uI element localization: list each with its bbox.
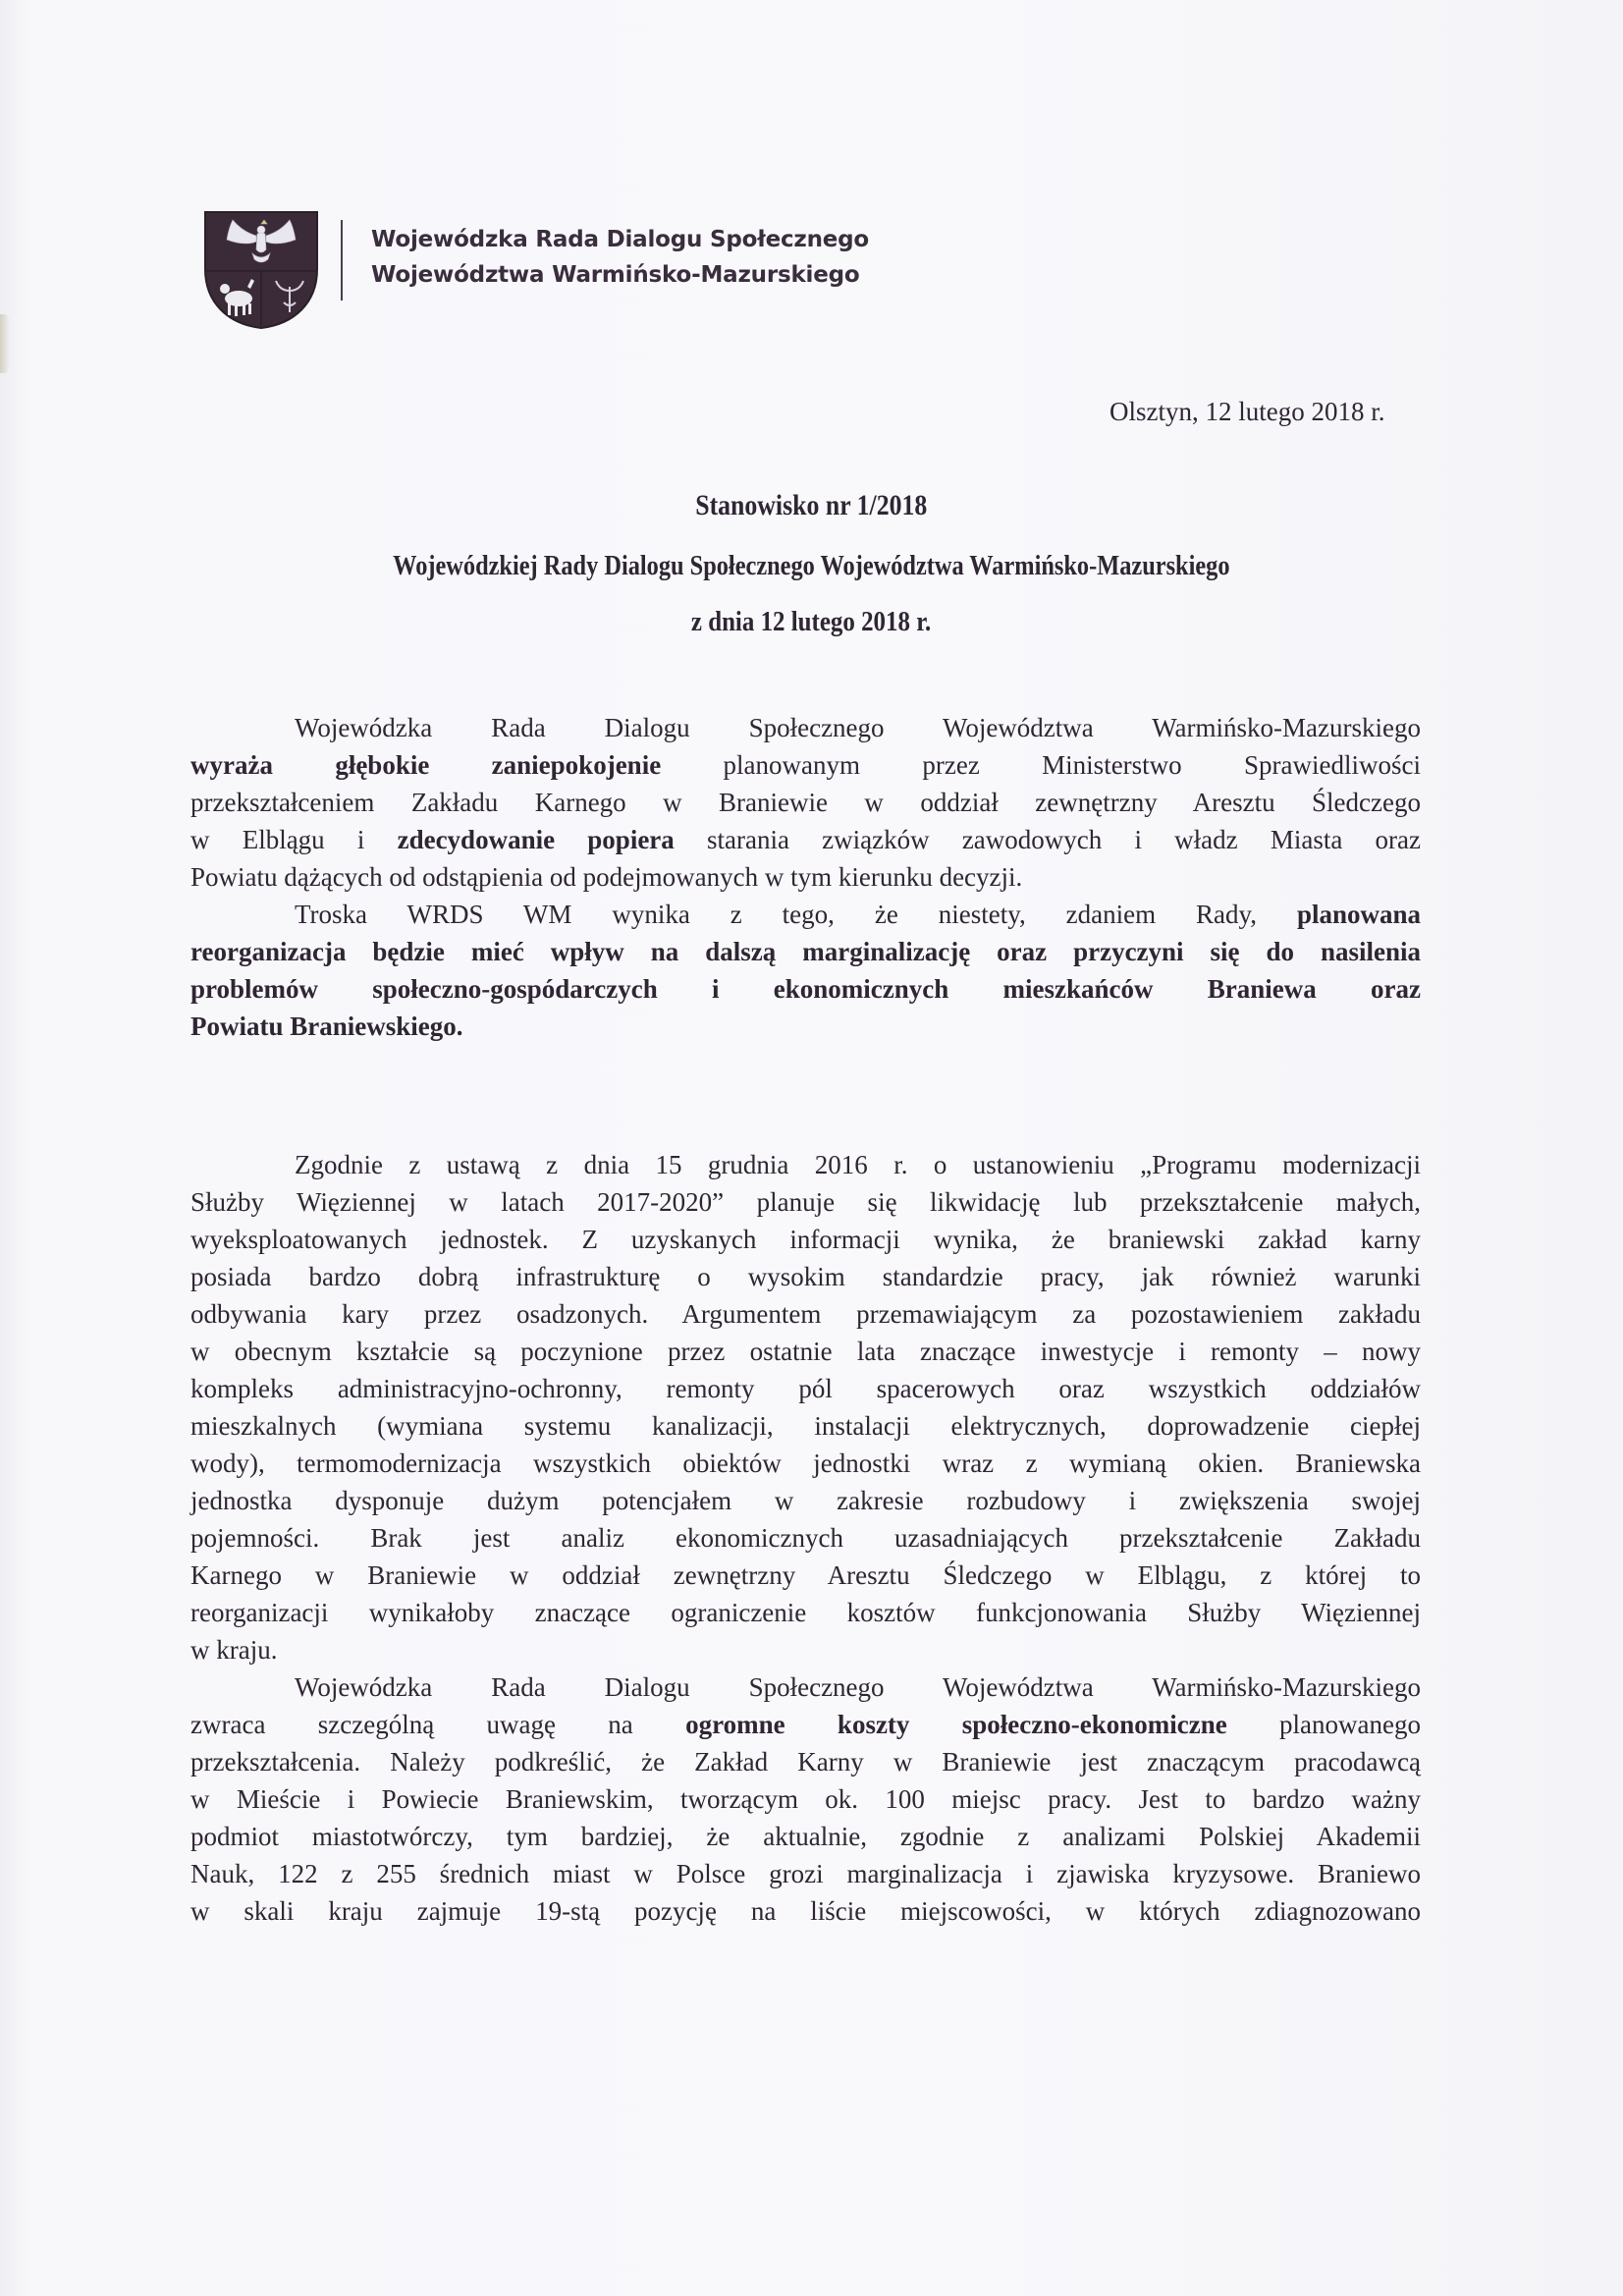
bold-text-run: problemów społeczno-gospódarczych i ekonomicznych mieszkańców Braniewa oraz: [190, 974, 1421, 1004]
bold-text-run: zdecydowanie popiera: [397, 825, 675, 854]
text-run: Wojewódzka Rada Dialogu Społecznego Województwa Warmińsko-Mazurskiego: [295, 1672, 1421, 1702]
text-line: [190, 1221, 1421, 1258]
text-line: [190, 1594, 1421, 1631]
text-line: [190, 1482, 1421, 1519]
text-run: pojemności. Brak jest analiz ekonomicznych uzasadniających przekształcenie Zakładu: [190, 1523, 1421, 1553]
text-line: [190, 1668, 1421, 1706]
text-line: [190, 1183, 1421, 1221]
text-line: [190, 709, 1421, 746]
text-run: Służby Więziennej w latach 2017-2020” planuje się likwidację lub przekształcenie małych,: [190, 1187, 1421, 1217]
text-line: [190, 1519, 1421, 1557]
text-run: mieszkalnych (wymiana systemu kanalizacji, instalacji elektrycznych, doprowadzenie ciepłej: [190, 1411, 1421, 1441]
text-run: posiada bardzo dobrą infrastrukturę o wysokim standardzie pracy, jak również warunki: [190, 1262, 1421, 1291]
organization-name-line-1: Wojewódzka Rada Dialogu Społecznego: [371, 227, 870, 252]
document-date: Olsztyn, 12 lutego 2018 r.: [1109, 397, 1385, 426]
text-run: w obecnym kształcie są poczynione przez ostatnie lata znaczące inwestycje i remonty – nowy: [190, 1337, 1421, 1366]
text-run: Wojewódzka Rada Dialogu Społecznego Województwa Warmińsko-Mazurskiego: [295, 713, 1421, 742]
text-line: [190, 1407, 1421, 1445]
text-run: Powiatu dążących od odstąpienia od podejmowanych w tym kierunku decyzji.: [190, 862, 1023, 892]
text-line: [190, 1295, 1421, 1333]
paragraph-4: [190, 1668, 1421, 1930]
coat-of-arms-icon: [203, 210, 319, 330]
text-run: Zgodnie z ustawą z dnia 15 grudnia 2016 r. o ustanowieniu „Programu modernizacji: [295, 1150, 1421, 1179]
organization-name: [371, 222, 869, 293]
text-line: [190, 1333, 1421, 1370]
text-run: przekształcenia. Należy podkreślić, że Zakład Karny w Braniewie jest znaczącym pracodawcą: [190, 1747, 1421, 1777]
bold-text-run: ogromne koszty społeczno-ekonomiczne: [685, 1710, 1227, 1739]
text-line: [190, 1706, 1421, 1743]
bold-text-run: wyraża głębokie zaniepokojenie: [190, 750, 662, 780]
paragraph-2: [190, 896, 1421, 1045]
text-line: [190, 1855, 1421, 1892]
text-line: [190, 1258, 1421, 1295]
text-line: [190, 1780, 1421, 1818]
text-line: [190, 746, 1421, 784]
text-line: [190, 1557, 1421, 1594]
bold-text-run: planowana: [1296, 900, 1421, 929]
text-line: [190, 1892, 1421, 1930]
title-line-1: Stanowisko nr 1/2018: [695, 489, 928, 521]
scan-edge-mark: [0, 314, 10, 373]
title-line-3: z dnia 12 lutego 2018 r.: [691, 606, 932, 637]
header-divider: [341, 220, 343, 301]
text-line: [190, 1743, 1421, 1780]
text-line: [190, 821, 1421, 858]
text-run: jednostka dysponuje dużym potencjałem w zakresie rozbudowy i zwiększenia swojej: [190, 1486, 1421, 1515]
text-run: reorganizacji wynikałoby znaczące ograniczenie kosztów funkcjonowania Służby Więziennej: [190, 1598, 1421, 1627]
text-run: zwraca szczególną uwagę na: [190, 1710, 686, 1739]
document-title: [0, 489, 1623, 522]
text-run: Karnego w Braniewie w oddział zewnętrzny Aresztu Śledczego w Elblągu, z której to: [190, 1560, 1421, 1590]
text-line: [190, 784, 1421, 821]
title-line-2: Wojewódzkiej Rady Dialogu Społecznego Województwa Warmińsko-Mazurskiego: [393, 550, 1230, 581]
text-line: [190, 1146, 1421, 1183]
text-line: [190, 1008, 1421, 1045]
text-run: w kraju.: [190, 1635, 278, 1665]
paragraph-3: [190, 1146, 1421, 1668]
text-run: planowanym przez Ministerstwo Sprawiedliwości: [661, 750, 1421, 780]
bold-text-run: reorganizacja będzie mieć wpływ na dalszą marginalizację oraz przyczyni się do nasilenia: [190, 937, 1421, 966]
text-line: [190, 1631, 1421, 1668]
text-line: [190, 1445, 1421, 1482]
text-line: [190, 933, 1421, 970]
text-line: [190, 1818, 1421, 1855]
text-run: odbywania kary przez osadzonych. Argumentem przemawiającym za pozostawieniem zakładu: [190, 1299, 1421, 1329]
organization-name-line-2: Województwa Warmińsko-Mazurskiego: [371, 262, 860, 288]
bold-text-run: Powiatu Braniewskiego.: [190, 1011, 463, 1041]
text-run: wody), termomodernizacja wszystkich obiektów jednostki wraz z wymianą okien. Braniewska: [190, 1449, 1421, 1478]
text-run: Troska WRDS WM wynika z tego, że niestety, zdaniem Rady,: [295, 900, 1297, 929]
text-line: [190, 970, 1421, 1008]
document-issue-date: [0, 606, 1623, 638]
text-run: Nauk, 122 z 255 średnich miast w Polsce grozi marginalizacja i zjawiska kryzysowe. Braniewo: [190, 1859, 1421, 1888]
paragraph-1: [190, 709, 1421, 896]
text-run: w Elblągu i: [190, 825, 398, 854]
text-line: [190, 896, 1421, 933]
text-run: starania związków zawodowych i władz Miasta oraz: [674, 825, 1421, 854]
text-run: w skali kraju zajmuje 19-stą pozycję na liście miejscowości, w których zdiagnozowano: [190, 1896, 1421, 1926]
text-run: podmiot miastotwórczy, tym bardziej, że aktualnie, zgodnie z analizami Polskiej Akademii: [190, 1822, 1421, 1851]
text-run: kompleks administracyjno-ochronny, remonty pól spacerowych oraz wszystkich oddziałów: [190, 1374, 1421, 1403]
text-run: w Mieście i Powiecie Braniewskim, tworzącym ok. 100 miejsc pracy. Jest to bardzo ważny: [190, 1784, 1421, 1814]
document-subtitle: [0, 550, 1623, 582]
text-run: przekształceniem Zakładu Karnego w Braniewie w oddział zewnętrzny Aresztu Śledczego: [190, 788, 1421, 817]
text-line: [190, 858, 1421, 896]
text-line: [190, 1370, 1421, 1407]
text-run: wyeksploatowanych jednostek. Z uzyskanych informacji wynika, że braniewski zakład karny: [190, 1225, 1421, 1254]
text-run: planowanego: [1226, 1710, 1421, 1739]
